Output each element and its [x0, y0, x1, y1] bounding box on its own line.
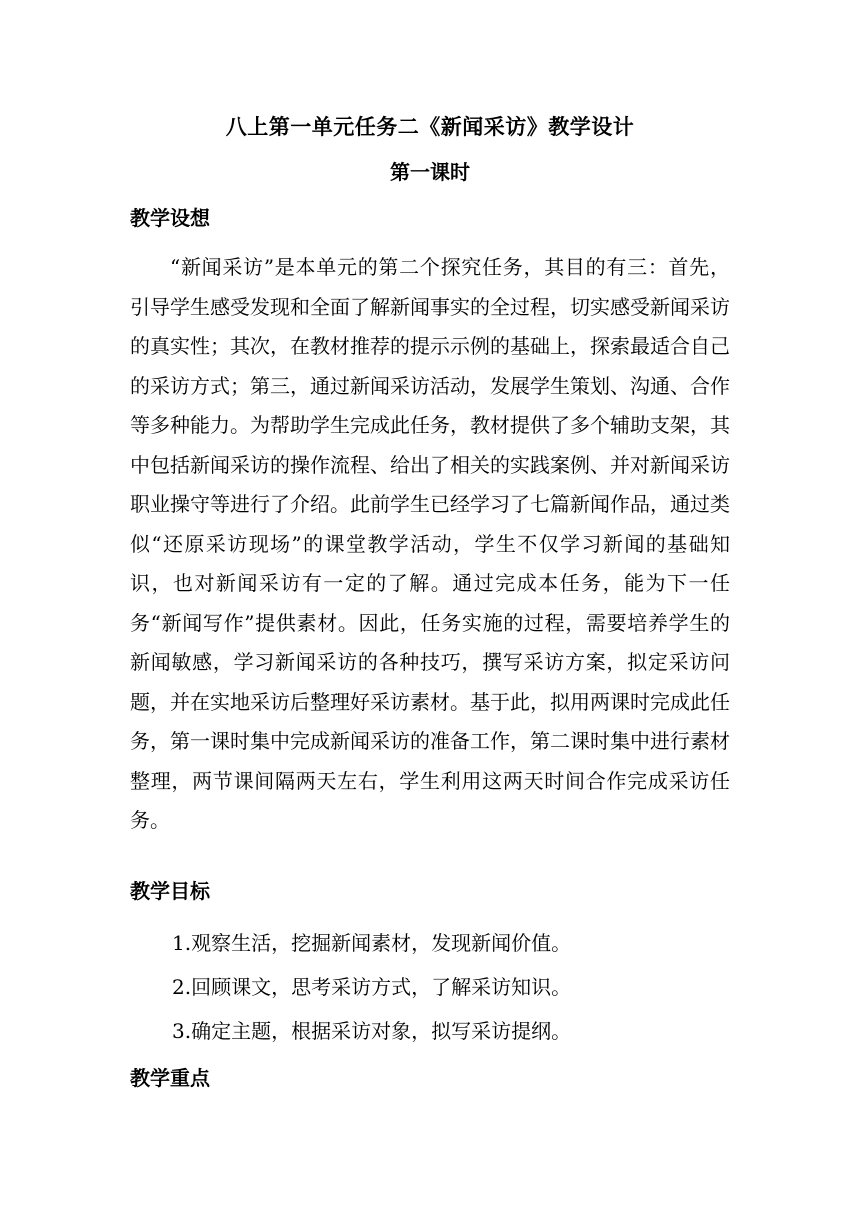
section-heading-concept: 教学设想: [130, 206, 210, 230]
lesson-title: 第一课时: [390, 160, 470, 184]
document-title: 八上第一单元任务二《新闻采访》教学设计: [225, 114, 635, 139]
section-heading-goals: 教学目标: [130, 879, 210, 903]
goal-list: [172, 921, 732, 1053]
goal-item-2: 2.回顾课文，思考采访方式，了解采访知识。: [172, 975, 572, 999]
goal-item-3: 3.确定主题，根据采访对象，拟写采访提纲。: [172, 1019, 572, 1043]
section-heading-key-points: 教学重点: [130, 1066, 210, 1090]
goal-item-1: 1.观察生活，挖掘新闻素材，发现新闻价值。: [172, 931, 572, 955]
concept-paragraph: “新闻采访”是本单元的第二个探究任务，其目的有三：首先，引导学生感受发现和全面了解新闻事实的全过程，切实感受新闻采访的真实性；其次，在教材推荐的提示示例的基础上，探索最适合自己的采访方式；第三，通过新闻采访活动，发展学生策划、沟通、合作等多种能力。为帮助学生完成此任务，教材提供了多个辅助支架，其中包括新闻采访的操作流程、给出了相关的实践案例、并对新闻采访职业操守等进行了介绍。此前学生已经学习了七篇新闻作品，通过类似“还原采访现场”的课堂教学活动，学生不仅学习新闻的基础知识，也对新闻采访有一定的了解。通过完成本任务，能为下一任务“新闻写作”提供素材。因此，任务实施的过程，需要培养学生的新闻敏感，学习新闻采访的各种技巧，撰写采访方案，拟定采访问题，并在实地采访后整理好采访素材。基于此，拟用两课时完成此任务，第一课时集中完成新闻采访的准备工作，第二课时集中进行素材整理，两节课间隔两天左右，学生利用这两天时间合作完成采访任务。: [130, 255, 730, 832]
